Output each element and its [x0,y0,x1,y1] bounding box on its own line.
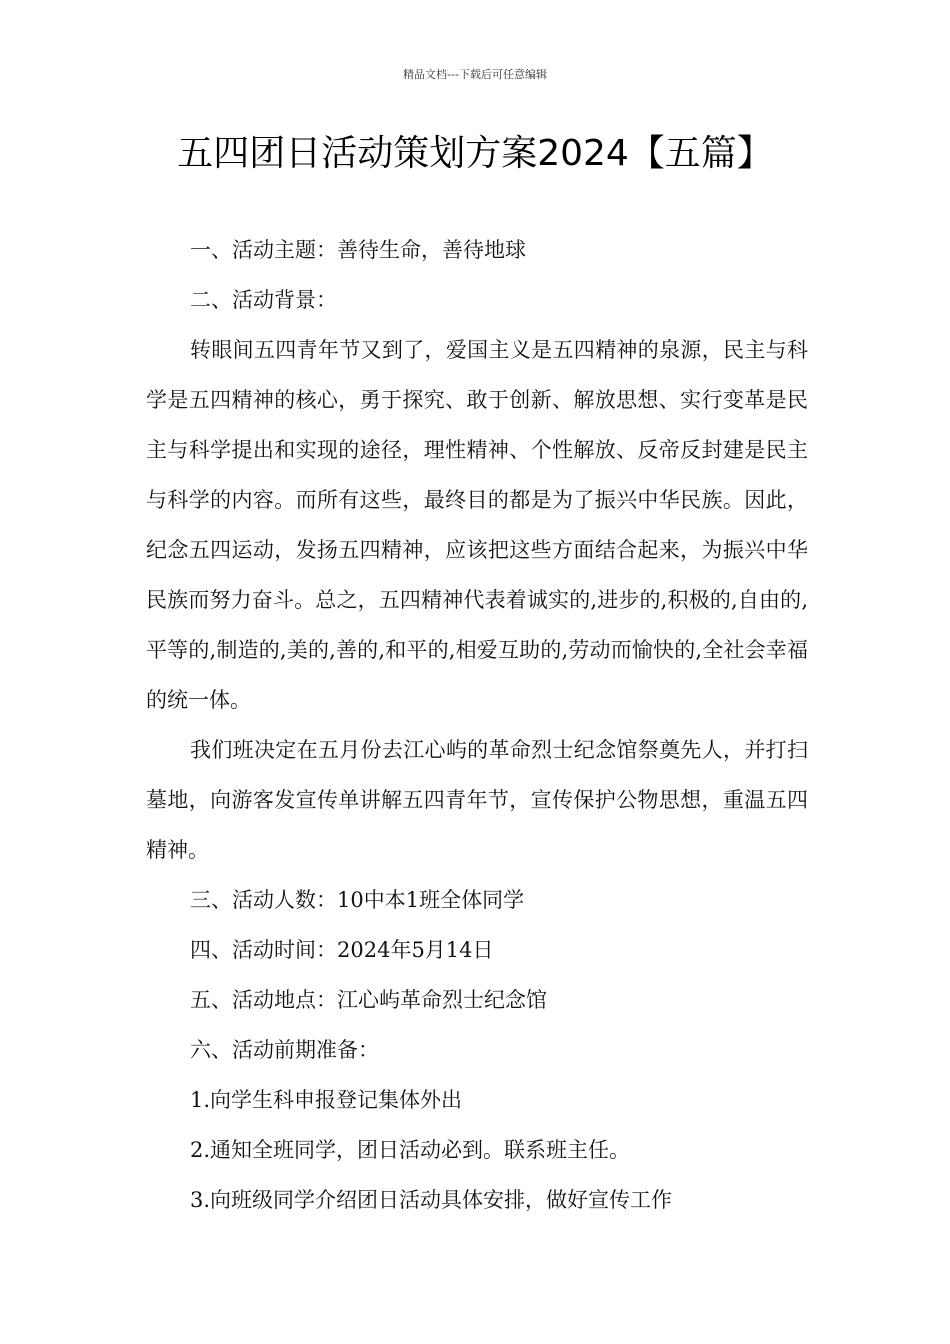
document-title: 五四团日活动策划方案2024【五篇】 [177,133,773,174]
section-background-heading: 二、活动背景： [190,288,337,312]
section-location: 五、活动地点：江心屿革命烈士纪念馆 [190,988,547,1012]
prep-item: 3.向班级同学介绍团日活动具体安排，做好宣传工作 [190,1188,673,1212]
section-prep-heading: 六、活动前期准备： [190,1038,379,1062]
section-participants: 三、活动人数：10中本1班全体同学 [190,888,525,912]
section-time: 四、活动时间：2024年5月14日 [190,938,494,962]
header-note: 精品文档---下载后可任意编辑 [403,68,547,81]
background-paragraph-1: 转眼间五四青年节又到了，爱国主义是五四精神的泉源，民主与科学是五四精神的核心，勇于探究、敢于创新、解放思想、实行变革是民主与科学提出和实现的途径，理性精神、个性解放、反帝反封建是民主与科学的内容。而所有这些，最终目的都是为了振兴中华民族。因此，纪念五四运动，发扬五四精神，应该把这些方面结合起来，为振兴中华民族而努力奋斗。总之，五四精神代表着诚实的,进步的,积极的,自由的,平等的,制造的,美的,善的,和平的,相爱互助的,劳动而愉快的,全社会幸福的统一体。 [146,338,808,712]
document-body [146,225,808,1225]
background-paragraph-2: 我们班决定在五月份去江心屿的革命烈士纪念馆祭奠先人，并打扫墓地，向游客发宣传单讲解五四青年节，宣传保护公物思想，重温五四精神。 [146,738,808,862]
prep-item: 1.向学生科申报登记集体外出 [190,1088,463,1112]
section-theme: 一、活动主题：善待生命，善待地球 [190,238,526,262]
prep-item: 2.通知全班同学，团日活动必到。联系班主任。 [190,1138,631,1162]
